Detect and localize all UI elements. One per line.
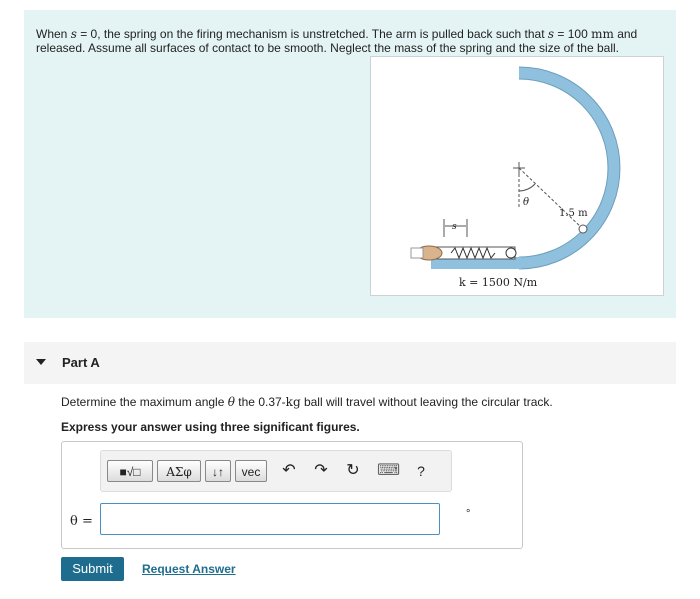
redo-icon[interactable]: ↷: [314, 462, 328, 479]
question-text: Determine the maximum angle θ the 0.37-kg ball will travel without leaving the circular track.: [61, 395, 553, 409]
part-title: Part A: [62, 355, 100, 370]
circular-track: [519, 73, 614, 263]
sleeve: [411, 248, 423, 258]
undo-icon[interactable]: ↶: [282, 462, 296, 479]
symbols-button[interactable]: ΑΣφ: [157, 460, 201, 482]
answer-input[interactable]: [100, 503, 440, 535]
problem-statement: [24, 10, 676, 318]
answer-box: [61, 441, 523, 549]
instruction-text: Express your answer using three significant figures.: [61, 420, 360, 434]
reset-icon[interactable]: ↻: [346, 462, 360, 479]
problem-figure: [370, 56, 664, 296]
s-label: s: [452, 222, 457, 232]
degree-unit: °: [466, 508, 471, 520]
collapse-caret-icon[interactable]: [36, 359, 46, 365]
vector-button[interactable]: vec: [235, 460, 267, 482]
ball: [579, 225, 587, 233]
keyboard-icon[interactable]: ⌨: [377, 462, 401, 479]
submit-button[interactable]: Submit: [61, 557, 124, 581]
track-outer-edge: [519, 67, 620, 269]
help-icon[interactable]: ?: [417, 463, 425, 479]
answer-variable-label: θ =: [70, 514, 93, 529]
math-toolbar: [100, 450, 452, 492]
firing-mechanism-diagram: [371, 57, 663, 295]
part-a-header[interactable]: [24, 342, 676, 384]
templates-button[interactable]: ■√□: [107, 460, 153, 482]
radius-label: 1.5 m: [559, 208, 588, 219]
theta-arc: [519, 184, 535, 191]
spring-constant-label: k = 1500 N/m: [459, 276, 538, 289]
problem-text: When s = 0, the spring on the firing mechanism is unstretched. The arm is pulled back such that s = 100 mm and released. Assume all surfaces of contact to be smooth. Neglect the mass of the spring and the size of the ball.: [36, 27, 638, 55]
request-answer-link[interactable]: Request Answer: [142, 562, 236, 576]
theta-figure-label: θ: [523, 197, 530, 208]
arrows-button[interactable]: ↓↑: [205, 460, 231, 482]
